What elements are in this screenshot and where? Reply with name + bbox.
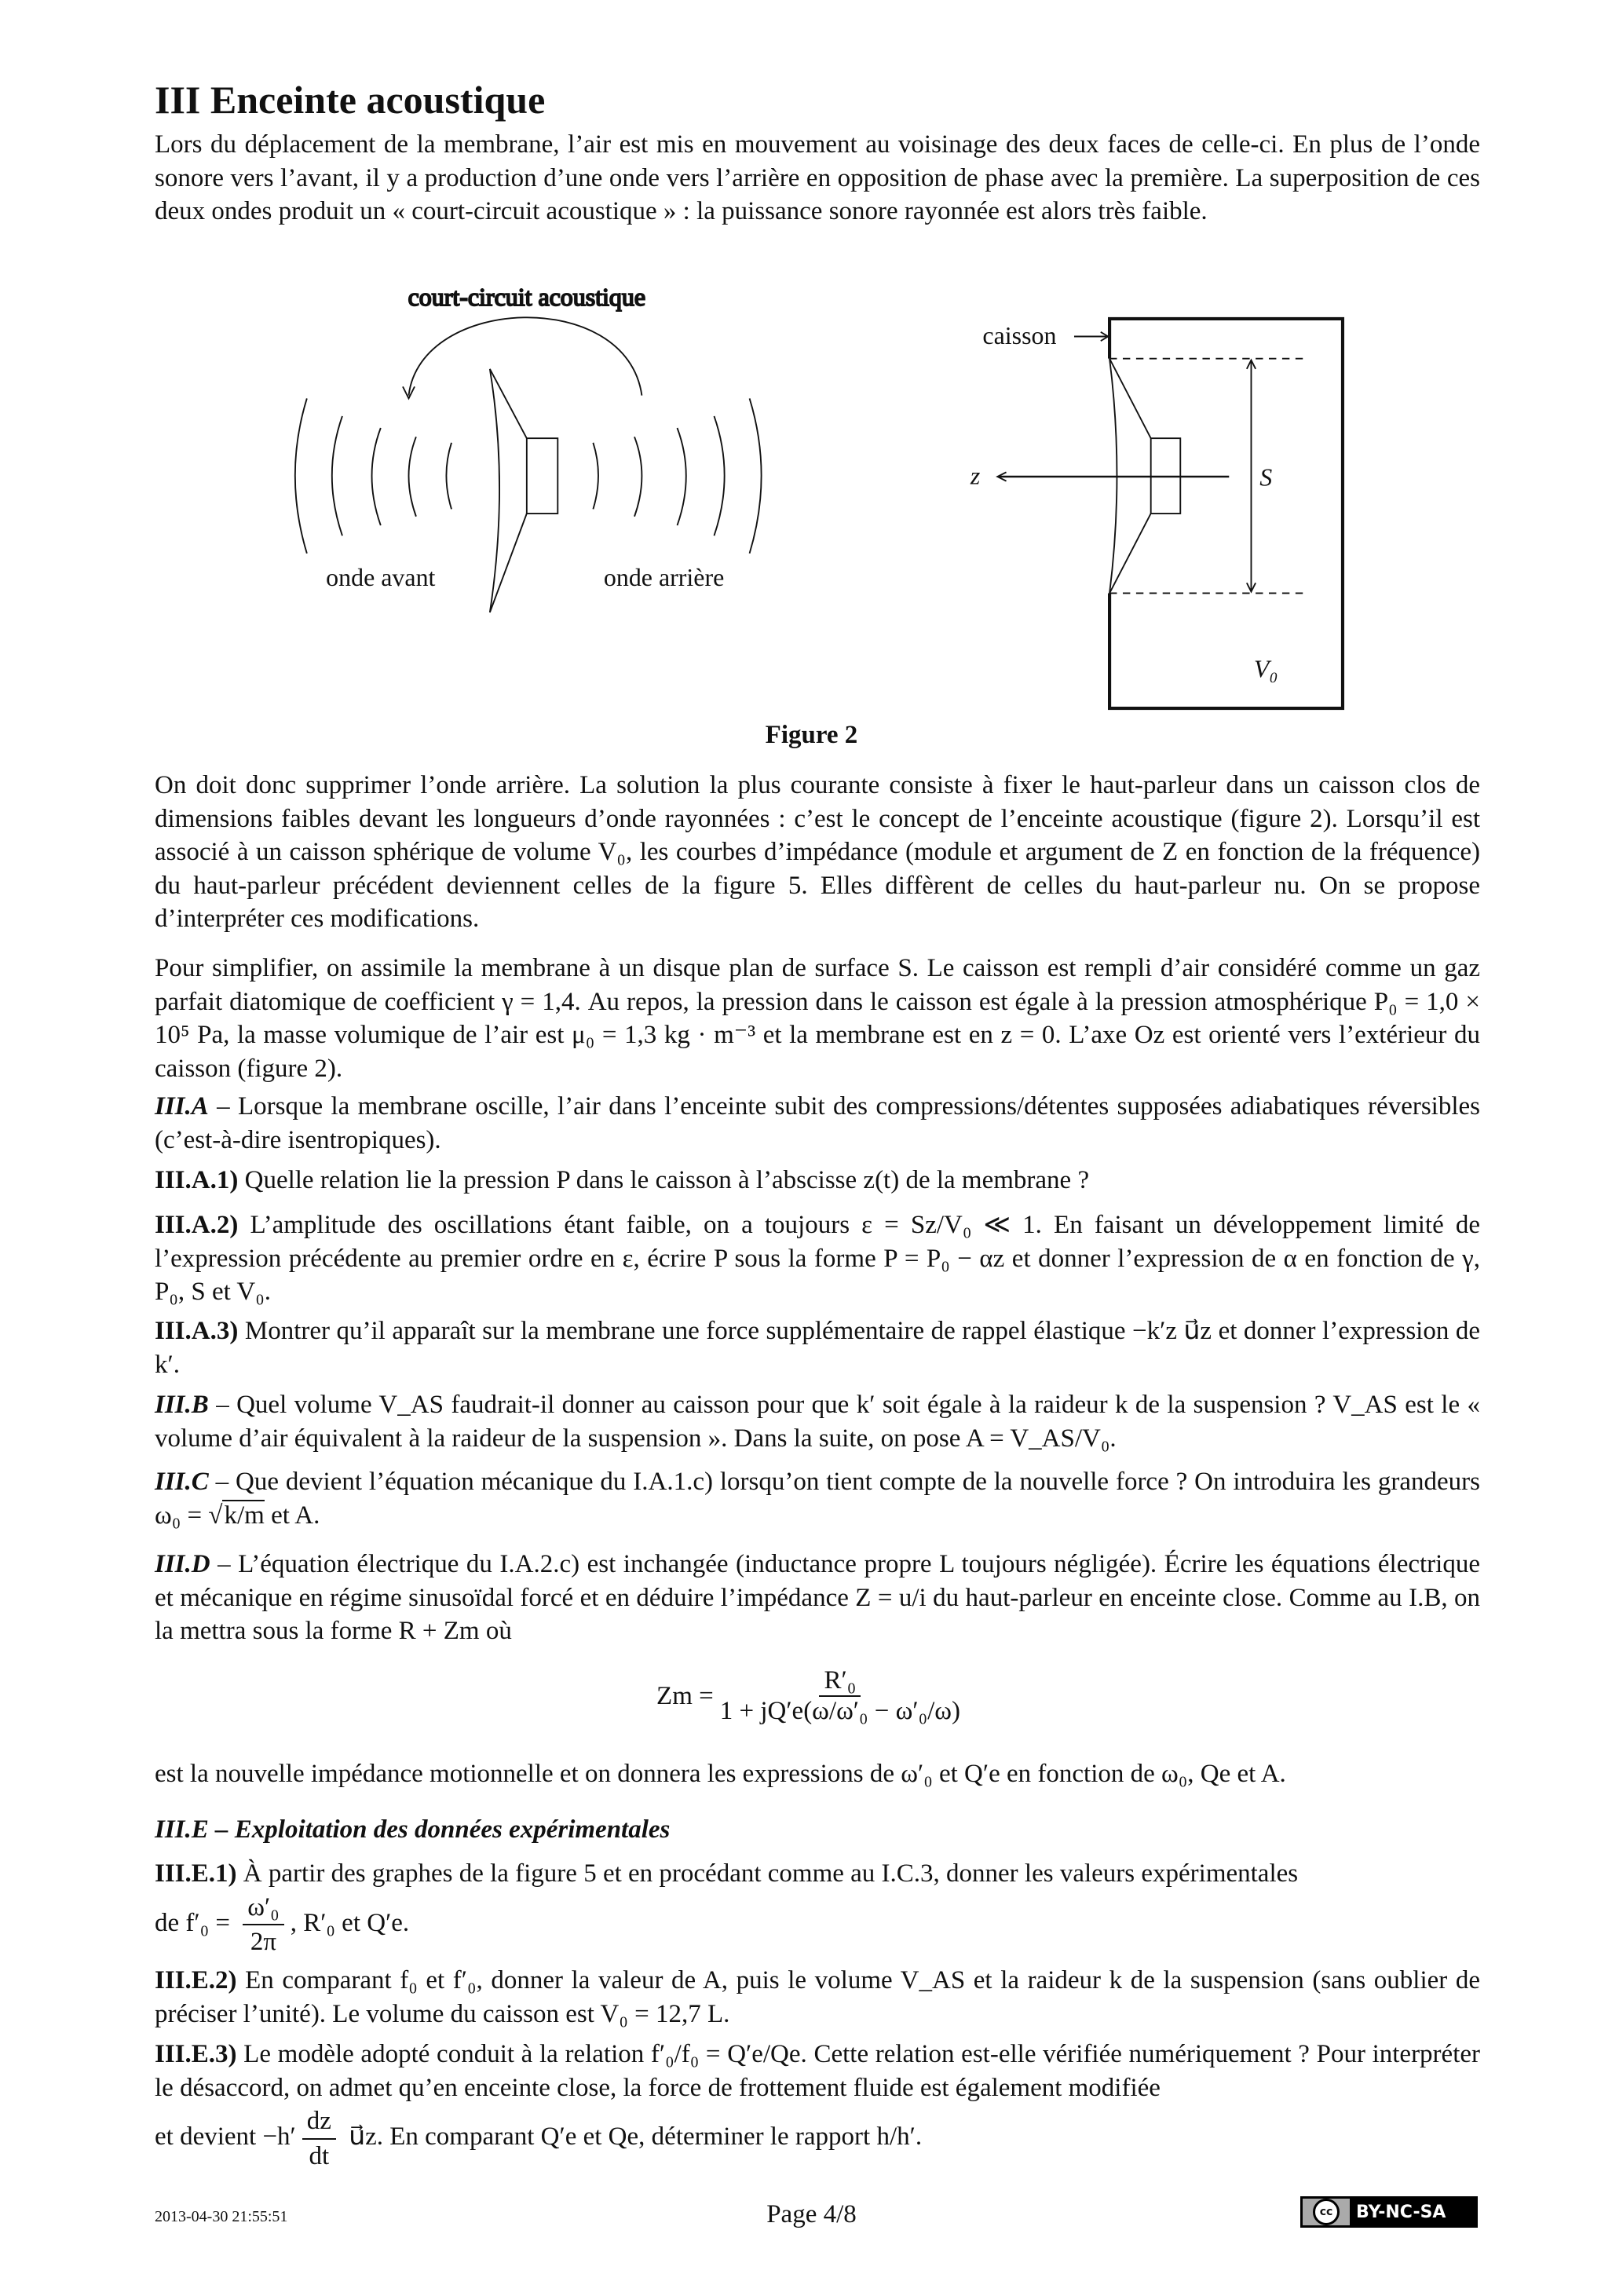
frac-num: ω′₀ <box>243 1891 283 1926</box>
label-v0: V₀ <box>1253 655 1278 683</box>
paragraph-3: Pour simplifier, on assimile la membrane à un disque plan de surface S. Le caisson est rempli d’air considéré comme un gaz parfait diatomique de coefficient γ = 1,4. Au repos, la pression dans le caisson est égale à la pression atmosphérique P₀ = 1,0 × 10⁵ Pa, la masse volumique de l’air est μ₀ = 1,3 kg · m⁻³ et la membrane est en z = 0. L’axe Oz est orienté vers l’extérieur du caisson (figure 2). <box>155 954 1480 1083</box>
q-text: – Lorsque la membrane oscille, l’air dans l’enceinte subit des compressions/détentes supposées adiabatiques réversibles (c’est-à-dire isentropiques). <box>155 1092 1480 1154</box>
short-circuit-arrow <box>409 317 642 395</box>
q-text: Montrer qu’il apparaît sur la membrane une force supplémentaire de rappel élastique −k′z u⃗z et donner l’expression de k′. <box>155 1317 1480 1379</box>
q-label: III.E.1) <box>155 1859 237 1888</box>
question-III-A-2 <box>155 1208 1480 1309</box>
sqrt-term: k/m <box>224 1501 265 1530</box>
q-text-pre: de f′₀ = <box>155 1908 237 1937</box>
q-label: III.E <box>155 1815 209 1844</box>
q-text: En comparant f₀ et f′₀, donner la valeur de A, puis le volume V_AS et la raideur k de la suspension (sans oublier de préciser l’unité). Le volume du caisson est V₀ = 12,7 L. <box>155 1966 1480 2028</box>
q-text-post: u⃗z. En comparant Q′e et Qe, déterminer le rapport h/h′. <box>342 2122 923 2152</box>
question-III-D <box>155 1548 1480 1648</box>
q-text: Quelle relation lie la pression P dans le caisson à l’abscisse z(t) de la membrane ? <box>238 1166 1090 1194</box>
q-label: III.E.3) <box>155 2040 237 2068</box>
q-label: III.A.1) <box>155 1166 239 1194</box>
question-III-B <box>155 1388 1480 1455</box>
q-label: III.A <box>155 1092 209 1121</box>
label-front-wave: onde avant <box>326 564 436 592</box>
frac-den: dt <box>309 2141 330 2170</box>
eq-denominator: 1 + jQ′e(ω/ω′₀ − ω′₀/ω) <box>719 1697 960 1725</box>
question-III-A-3 <box>155 1314 1480 1381</box>
speaker <box>490 369 557 612</box>
q-text-pre: et devient −h′ <box>155 2122 296 2152</box>
q-label: III.E.2) <box>155 1966 237 1994</box>
q-text: L’amplitude des oscillations étant faible, on a toujours ε = Sz/V₀ ≪ 1. En faisant un développement limité de l’expression précédente au premier ordre en ε, écrire P sous la forme P = P₀ − αz et donner l’expression de α en fonction de γ, P₀, S et V₀. <box>155 1211 1480 1306</box>
label-s: S <box>1259 463 1273 492</box>
cc-license-badge <box>1300 2196 1478 2228</box>
footer-timestamp: 2013-04-30 21:55:51 <box>155 2208 288 2225</box>
question-III-E-3 <box>155 2038 1480 2173</box>
q-label: III.A.2) <box>155 1211 239 1239</box>
equation-zm <box>0 1666 1623 1726</box>
q-text: À partir des graphes de la figure 5 et en procédant comme au I.C.3, donner les valeurs expérimentales <box>236 1859 1299 1888</box>
footer-page-number: Page 4/8 <box>766 2200 857 2228</box>
question-III-E-1 <box>155 1857 1480 1959</box>
q-text: Le modèle adopté conduit à la relation f′₀/f₀ = Q′e/Qe. Cette relation est-elle vérifiée numériquement ? Pour interpréter le désaccord, on admet qu’en enceinte close, la force de frottement fluide est également modifiée <box>155 2040 1480 2102</box>
question-III-A-1 <box>155 1164 1480 1197</box>
q-label: III.B <box>155 1391 209 1419</box>
eq-lhs: Zm = <box>656 1681 714 1710</box>
q-text: – Quel volume V_AS faudrait-il donner au caisson pour que k′ soit égale à la raideur k de la suspension ? V_AS est le « volume d’air équivalent à la raideur de la suspension ». Dans la suite, on pose A = V_AS/V₀. <box>155 1391 1480 1453</box>
question-III-C: III.C – Que devient l’équation mécanique du I.A.1.c) lorsqu’on tient compte de la nouvelle force ? On introduira les grandeurs ω₀ = √k/m et A. <box>155 1468 1480 1530</box>
q-text-after: et A. <box>264 1501 320 1530</box>
paragraph-after-eq: est la nouvelle impédance motionnelle et on donnera les expressions de ω′₀ et Q′e en fonction de ω₀, Qe et A. <box>155 1760 1286 1788</box>
q-text-post: , R′₀ et Q′e. <box>290 1908 410 1937</box>
q-label: III.D <box>155 1550 210 1578</box>
label-back-wave: onde arrière <box>603 564 725 592</box>
intro-paragraph: Lors du déplacement de la membrane, l’air est mis en mouvement au voisinage des deux faces de celle-ci. En plus de l’onde sonore vers l’avant, il y a production d’une onde vers l’arrière en opposition de phase avec la première. La superposition de ces deux ondes produit un « court-circuit acoustique » : la puissance sonore rayonnée est alors très faible. <box>155 130 1480 225</box>
section-title: III Enceinte acoustique <box>155 78 546 122</box>
eq-numerator: R′₀ <box>819 1666 861 1697</box>
license-text: BY-NC-SA <box>1356 2202 1446 2222</box>
question-III-E-2 <box>155 1964 1480 2031</box>
question-III-A <box>155 1090 1480 1157</box>
q-label: III.C <box>155 1468 209 1496</box>
question-III-E <box>155 1813 1480 1847</box>
frac-den: 2π <box>250 1928 277 1956</box>
box <box>1109 319 1343 708</box>
label-z: z <box>970 462 981 490</box>
q-text: – Exploitation des données expérimentales <box>208 1815 671 1844</box>
figure-caption: Figure 2 <box>765 721 858 749</box>
front-waves <box>295 398 451 553</box>
label-box: caisson <box>982 321 1057 349</box>
label-short-circuit: court-circuit acoustique <box>408 283 646 312</box>
q-text: – L’équation électrique du I.A.2.c) est inchangée (inductance propre L toujours négligée). Écrire les équations électrique et mécanique en régime sinusoïdal forcé et en déduire l’impédance Z = u/i du haut-parleur en enceinte close. Comme au I.B, on la mettra sous la forme R + Zm où <box>155 1550 1480 1645</box>
paragraph-2: On doit donc supprimer l’onde arrière. La solution la plus courante consiste à fixer le haut-parleur dans un caisson clos de dimensions faibles devant les longueurs d’onde rayonnées : c’est le concept de l’enceinte acoustique (figure 2). Lorsqu’il est associé à un caisson sphérique de volume V₀, les courbes d’impédance (module et argument de Z en fonction de la fréquence) du haut-parleur précédent deviennent celles de la figure 5. Elles diffèrent de celles du haut-parleur nu. On se propose d’interpréter ces modifications. <box>155 771 1480 933</box>
q-text: – Que devient l’équation mécanique du I.A.1.c) lorsqu’on tient compte de la nouvelle force ? On introduira les grandeurs ω₀ = <box>155 1468 1480 1530</box>
back-waves <box>593 398 761 553</box>
cc-icon: cc <box>1313 2199 1340 2225</box>
q-label: III.A.3) <box>155 1317 239 1345</box>
frac-num: dz <box>302 2104 336 2140</box>
